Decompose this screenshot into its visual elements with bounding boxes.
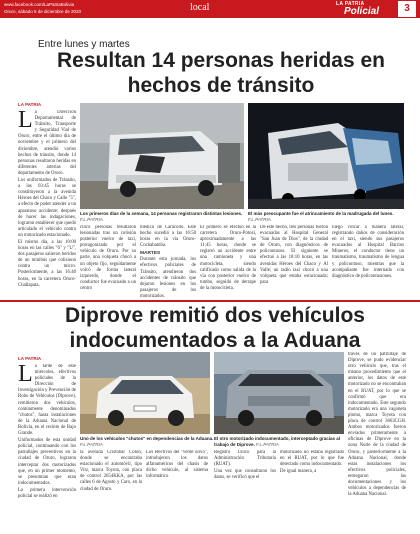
issue-date: Oruro, sábado 5 de diciembre de 2020 (4, 9, 82, 14)
dropcap: L (18, 364, 33, 387)
brand-name: LA PATRIA (336, 1, 365, 7)
story1-column-5: De este hecho, tres personas fueron evacuadas al Hospital General "San Juan de Dios", de la ciudad de Oruro, con diagnósticos de policontusos. El siguiente se efectuó a las 18:10 horas, en las avenidas Héroes del Chaco y Al Valle; un radio taxi chocó a una volqueta que estaba estacionada; para (260, 225, 328, 285)
story2-caption-2 (214, 436, 350, 447)
story2-caption-1 (80, 436, 214, 447)
story1-caption-2 (248, 211, 408, 222)
story2-paragraph: De igual manera, a (280, 469, 317, 475)
story2-paragraph: motorizado no estaba registrado en el RUAT, por lo que fue detectado como indocumentado. (280, 450, 344, 468)
story2-column-1 (18, 364, 76, 532)
story2-lead: a tarde de este miércoles, efectivos policiales de la Dirección de Investigación y Prevención de Robo de Vehículos (Diprove), remitieron dos vehículos, comúnmente denominados "chutos", hasta instalaciones de la Aduana Nacional de Bolivia, en el recinto de Bajo Grande. (18, 364, 76, 437)
dropcap: L (18, 110, 33, 133)
caption-credit: F.L.PATRIA (80, 216, 103, 222)
masthead-bar (0, 0, 420, 18)
story1-headline: Resultan 14 personas heridas en hechos de tránsito (57, 49, 385, 97)
story2-headline: Diprove remitió dos vehículos indocumentados a la Aduana (65, 304, 365, 352)
story2-paragraph: La primera intervención policial se realizó en (18, 487, 76, 499)
story2-paragraph: Una vez que consultaron los datos, se verificó que el (214, 469, 276, 481)
caption-text: Uno de los vehículos "chutos" en dependencias de la Aduana. (80, 436, 214, 441)
caption-credit: F.L.PATRIA (248, 216, 271, 222)
story2-photo-white-car (80, 352, 210, 434)
story2-photo-grey-suv (214, 352, 344, 434)
caption-text: El otro motorizado indocumentado, interceptado gracias al trabajo de Diprove. (214, 436, 341, 447)
brand-section: Policial (344, 6, 380, 17)
page-number: 3 (398, 1, 416, 17)
story1-photo-night-crash (248, 103, 404, 209)
story2-column-2: la avenida Cristóbal Colón, donde se encontraba estacionado el automóvil, tipo Vitz, marca Toyota, con placa de control 2654KKA, por las calles 6 de Agosto y Caro, en la ciudad de Oruro. (80, 450, 142, 492)
story2-byline: LA PATRIA (18, 356, 42, 361)
story1-paragraph: Los uniformados de Tránsito, a las 03:45 horas se constituyeron a la avenida Héroes del Chaco y Calle "5", a efecto de poder atender a un aparatoso accidente; después de hacer las indagaciones, lograron establecer que quedó articulado el vehículo contra un motorizado estacionado. (18, 178, 76, 238)
story1-byline: LA PATRIA (18, 102, 42, 107)
story2-column-5 (280, 450, 344, 532)
story2-paragraph: Uniformados de esta unidad policial, continuando con los patrullajes preventivos en la ciudad de Oruro, lograron interceptar dos motorizados que, en un primer momento, se presumían que eran indocumentados. (18, 438, 76, 486)
story1-paragraph: El mismo día, a las 10:00 horas en las calles "6" y "U", dos pasajeros salieron heridos de un minibús que colisionó contra un micro. Posteriormente, a las 16:40 horas, en la carretera Oruro-Challapata, (18, 239, 76, 288)
story1-caption-1 (80, 211, 250, 222)
story1-subhead: MARTES (140, 251, 161, 257)
caption-text: El más preocupante fue el atrincamiento de la madrugada del lunes. (248, 211, 394, 216)
section-divider (0, 300, 420, 302)
story1-column-2: cinco personas resultaron lesionadas tras un colisión posterior vuelco de taxi, protagonizado por el vehículo de Oruro. Por su parte, una volqueta chocó a un objeto fijo, seguidamente volcó de forma lateral izquierdo, donde el conductor fue evacuado a un centro (80, 225, 136, 291)
story2-column-6: través de un patrullaje de Diprove, se pudo evidenciar otro vehículo que, tras el mismo procedimiento que el anterior, los datos de este motorizado no se encontraban en el RUAT, por lo que se confirmó que era indocumentado. Este segundo motorizado era una vagoneta plomo, marca Toyota con placa de control 3663CGH. Ambos motorizados fueron enviados primeramente a oficinas de Diprove en la zona Norte de la ciudad de Oruro, y posteriormente a la Aduana Nacional, donde estas instalaciones los efectivos policiales, entregaron las documentaciones y los vehículos a dependencias de la Aduana Nacional. (348, 352, 406, 498)
caption-credit: F.L.PATRIA (256, 441, 279, 447)
story1-column-6: luego volcar a manera lateral, registrando daños de consideración en el taxi, siendo sus pasajeros evacuados al Hospital Barrios Mineros, el conductor tiene un traumatismo, traumatismo de lengua y policontuso, mientras que la acompañante fue internada con diagnóstico de policontusiones. (332, 225, 404, 279)
social-link[interactable]: www.facebook.com/LaPatriaBolivia (4, 2, 75, 7)
story1-paragraph: médico de Caracollo. Este hecho sucedió a las 16:50 horas en la vía Oruro-Cochabamba. (140, 225, 196, 249)
story1-column-4: El primero se efectuó en la carretera Oruro-Potosí, aproximadamente a las 11:45 horas, donde se registró un accidente entre una camioneta y una motocicleta, siendo calificado como salida de la vía con posterior vuelco de tumbo, seguido de derrape de la motocicleta. (200, 225, 256, 291)
story1-column-1 (18, 110, 76, 300)
story1-photo-crashed-minibus (80, 103, 244, 209)
caption-credit: F.L.PATRIA (80, 441, 103, 447)
story1-kicker: Entre lunes y martes (38, 39, 130, 50)
story1-lead: a Dirección Departamental de Tránsito, Transporte y Seguridad Vial de Oruro, entre el último día de noviembre y el primero del diciembre, atendió varios hechos de tránsito, donde 14 personas resultaron heridas en diferentes arterias del departamento de Oruro. (18, 110, 76, 176)
section-label: local (190, 2, 210, 13)
story2-column-3: Los efectivos del "verde olivo", introdujeron los datos alfanuméricos del chasis de dicho vehículo, al sistema informático (146, 450, 208, 480)
story1-column-3 (140, 225, 196, 300)
story2-column-4 (214, 450, 276, 532)
caption-text: Los primeros días de la semana, 14 personas registraron distintas lesiones. (80, 211, 243, 216)
story1-paragraph: Durante esta jornada, los efectivos policiales de Tránsito, atendieron dos accidentes de tránsito que dejaron lesiones en los pasajeros de los motorizados. (140, 257, 196, 299)
story2-paragraph: Registro Único para la Administración Tributaria (RUAT). (214, 450, 276, 468)
